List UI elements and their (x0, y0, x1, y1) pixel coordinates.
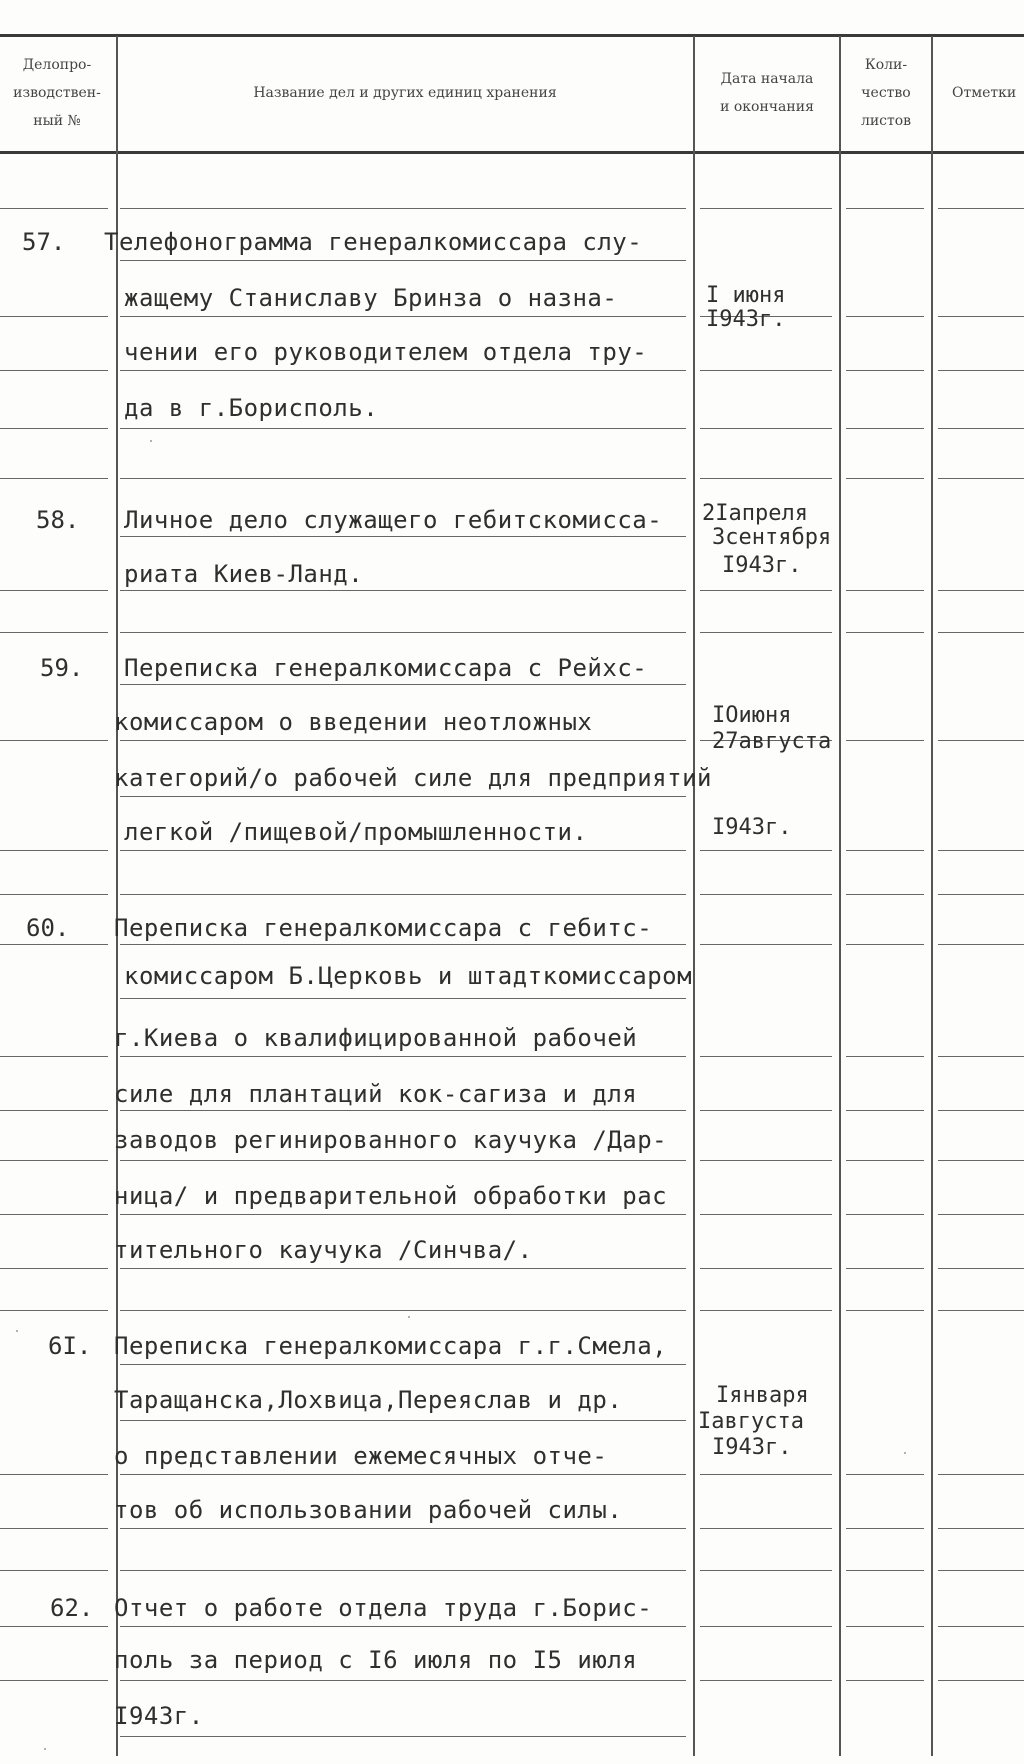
entry-title-line: жащему Станиславу Бринза о назна- (124, 284, 618, 312)
ruled-line-notes (938, 850, 1024, 851)
entry-title-line: Телефонограмма генералкомиссара слу- (104, 228, 643, 256)
ruled-line-dates (700, 590, 832, 591)
ruled-line-number (0, 1056, 108, 1057)
ruled-line-title (120, 1528, 686, 1529)
ruled-line-notes (938, 478, 1024, 479)
ruled-line-number (0, 428, 108, 429)
entry-date-year: I943г. (712, 1435, 792, 1460)
ruled-line-number (0, 1110, 108, 1111)
ruled-line-sheets (846, 316, 924, 317)
entry-title-line: силе для плантаций кок-сагиза и для (114, 1080, 638, 1108)
ruled-line-sheets (846, 740, 924, 741)
ruled-line-title (120, 1570, 686, 1571)
ruled-line-number (0, 316, 108, 317)
column-divider-sheets (931, 36, 933, 1756)
entry-number: 57. (22, 228, 66, 256)
ruled-line-dates (700, 1214, 832, 1215)
entry-date-year: I943г. (722, 553, 802, 578)
ruled-line-title (120, 590, 686, 591)
entry-title-line: Личное дело служащего гебитскомисса- (124, 506, 663, 534)
ruled-line-dates (700, 1528, 832, 1529)
ruled-line-notes (938, 428, 1024, 429)
entry-title-line: Переписка генералкомиссара с гебитс- (114, 914, 653, 942)
header-dates: Дата начала и окончания (720, 71, 814, 115)
ruled-line-notes (938, 316, 1024, 317)
ruled-line-number (0, 740, 108, 741)
entry-number: 62. (50, 1594, 94, 1622)
entry-title-line: Переписка генералкомиссара г.г.Смела, (114, 1332, 668, 1360)
ruled-line-title (120, 944, 686, 945)
ruled-line-notes (938, 590, 1024, 591)
entry-number: 6I. (48, 1332, 92, 1360)
ruled-line-notes (938, 1626, 1024, 1627)
ruled-line-notes (938, 1474, 1024, 1475)
ruled-line-sheets (846, 944, 924, 945)
entry-title-line: тительного каучука /Синчва/. (114, 1236, 533, 1264)
ruled-line-sheets (846, 1056, 924, 1057)
ruled-line-dates (700, 850, 832, 851)
ruled-line-sheets (846, 208, 924, 209)
entry-number: 60. (26, 914, 70, 942)
ruled-line-title (120, 208, 686, 209)
ruled-line-sheets (846, 1268, 924, 1269)
ruled-line-notes (938, 632, 1024, 633)
ruled-line-notes (938, 740, 1024, 741)
ruled-line-notes (938, 1268, 1024, 1269)
ruled-line-sheets (846, 632, 924, 633)
ruled-line-sheets (846, 850, 924, 851)
ruled-line-sheets (846, 1626, 924, 1627)
entry-title-line: тов об использовании рабочей силы. (114, 1496, 623, 1524)
entry-date-year: I943г. (712, 815, 792, 840)
entry-title-line: I943г. (114, 1702, 204, 1730)
ruled-line-title (120, 1474, 686, 1475)
entry-date-end: 27августа (712, 729, 832, 754)
entry-title-line: категорий/о рабочей силе для предприятий (114, 764, 712, 792)
ruled-line-sheets (846, 1110, 924, 1111)
entry-title-line: чении его руководителем отдела тру- (124, 338, 648, 366)
ruled-line-sheets (846, 1214, 924, 1215)
entry-title-line: комиссаром о введении неотложных (114, 708, 593, 736)
ruled-line-notes (938, 1680, 1024, 1681)
ruled-line-number (0, 850, 108, 851)
entry-title-line: легкой /пищевой/промышленности. (124, 818, 588, 846)
ruled-line-dates (700, 894, 832, 895)
ruled-line-dates (700, 1160, 832, 1161)
ruled-line-title (120, 796, 686, 797)
entry-title-line: Переписка генералкомиссара с Рейхс- (124, 654, 648, 682)
scan-speck (16, 1330, 18, 1332)
ruled-line-title (120, 1626, 686, 1627)
ruled-line-dates (700, 1570, 832, 1571)
scan-speck (904, 1452, 906, 1454)
ruled-line-sheets (846, 428, 924, 429)
ruled-line-title (120, 260, 686, 261)
ruled-line-dates (700, 1626, 832, 1627)
entry-title-line: г.Киева о квалифицированной рабочей (114, 1024, 638, 1052)
column-divider-dates (839, 36, 841, 1756)
entry-number: 59. (40, 654, 84, 682)
ruled-line-notes (938, 1214, 1024, 1215)
entry-title-line: Таращанска,Лохвица,Переяслав и др. (114, 1386, 623, 1414)
ruled-line-notes (938, 208, 1024, 209)
ruled-line-notes (938, 1310, 1024, 1311)
entry-date-end: 3сентября (712, 525, 832, 550)
ruled-line-number (0, 208, 108, 209)
scan-speck (408, 1316, 410, 1318)
entry-date-end: I943г. (706, 307, 786, 332)
entry-title-line: ница/ и предварительной обработки рас (114, 1182, 668, 1210)
ruled-line-dates (700, 478, 832, 479)
ruled-line-notes (938, 1110, 1024, 1111)
ruled-line-number (0, 1268, 108, 1269)
ruled-line-title (120, 1110, 686, 1111)
ruled-line-title (120, 1268, 686, 1269)
ruled-line-title (120, 894, 686, 895)
entry-title-line: заводов регинированного каучука /Дар- (114, 1126, 668, 1154)
ruled-line-title (120, 850, 686, 851)
entry-title-line: о представлении ежемесячных отче- (114, 1442, 608, 1470)
entry-date-start: IОиюня (712, 703, 792, 728)
ruled-line-title (120, 998, 686, 999)
ruled-line-number (0, 370, 108, 371)
ruled-line-title (120, 536, 686, 537)
ruled-line-title (120, 1214, 686, 1215)
ruled-line-title (120, 632, 686, 633)
ruled-line-sheets (846, 1680, 924, 1681)
ruled-line-number (0, 1528, 108, 1529)
header-number: Делопро- изводствен- ный № (13, 57, 101, 129)
ruled-line-number (0, 1626, 108, 1627)
ruled-line-notes (938, 894, 1024, 895)
entry-title-line: комиссаром Б.Церковь и штадткомиссаром (124, 962, 693, 990)
ruled-line-title (120, 428, 686, 429)
ruled-line-dates (700, 632, 832, 633)
ruled-line-number (0, 632, 108, 633)
ruled-line-title (120, 684, 686, 685)
ruled-line-dates (700, 370, 832, 371)
ruled-line-sheets (846, 1528, 924, 1529)
ruled-line-dates (700, 1680, 832, 1681)
entry-date-start: 2Iапреля (702, 501, 808, 526)
ruled-line-number (0, 1310, 108, 1311)
ruled-line-sheets (846, 1570, 924, 1571)
ruled-line-number (0, 944, 108, 945)
entry-date-start: Iянваря (716, 1383, 809, 1408)
ruled-line-dates (700, 1268, 832, 1269)
entry-title-line: риата Киев-Ланд. (124, 560, 364, 588)
header-notes: Отметки (952, 85, 1017, 101)
header-sheets: Коли- чество листов (860, 57, 912, 129)
ruled-line-notes (938, 1160, 1024, 1161)
entry-date-end: Iавгуста (698, 1409, 804, 1434)
entry-number: 58. (36, 506, 80, 534)
header-rule (0, 151, 1024, 154)
ruled-line-sheets (846, 894, 924, 895)
ruled-line-sheets (846, 1474, 924, 1475)
ruled-line-notes (938, 1528, 1024, 1529)
ruled-line-number (0, 478, 108, 479)
ruled-line-sheets (846, 370, 924, 371)
ruled-line-title (120, 1056, 686, 1057)
ruled-line-number (0, 590, 108, 591)
ruled-line-dates (700, 1056, 832, 1057)
ruled-line-sheets (846, 478, 924, 479)
entry-date-start: I июня (706, 283, 786, 308)
ruled-line-number (0, 894, 108, 895)
ruled-line-dates (700, 1474, 832, 1475)
ruled-line-dates (700, 944, 832, 945)
ruled-line-number (0, 1214, 108, 1215)
header-title: Название дел и других единиц хранения (253, 85, 557, 101)
ruled-line-notes (938, 1056, 1024, 1057)
ruled-line-sheets (846, 1160, 924, 1161)
ruled-line-number (0, 1680, 108, 1681)
entry-title-line: да в г.Борисполь. (124, 394, 379, 422)
ruled-line-sheets (846, 590, 924, 591)
ruled-line-title (120, 316, 686, 317)
ruled-line-number (0, 1474, 108, 1475)
ruled-line-notes (938, 944, 1024, 945)
ruled-line-title (120, 740, 686, 741)
ruled-line-title (120, 1160, 686, 1161)
column-divider-title (693, 36, 695, 1756)
entry-title-line: поль за период с I6 июля по I5 июля (114, 1646, 638, 1674)
ruled-line-title (120, 478, 686, 479)
ruled-line-title (120, 1364, 686, 1365)
ruled-line-dates (700, 1310, 832, 1311)
ruled-line-number (0, 1570, 108, 1571)
scan-speck (44, 1748, 46, 1750)
ruled-line-title (120, 1680, 686, 1681)
ruled-line-dates (700, 208, 832, 209)
ruled-line-number (0, 1160, 108, 1161)
table-header (0, 0, 1024, 152)
ruled-line-title (120, 1736, 686, 1737)
ruled-line-title (120, 1420, 686, 1421)
ruled-line-title (120, 1310, 686, 1311)
ruled-line-dates (700, 1110, 832, 1111)
ruled-line-sheets (846, 1310, 924, 1311)
ruled-line-notes (938, 370, 1024, 371)
entry-title-line: Отчет о работе отдела труда г.Борис- (114, 1594, 653, 1622)
ruled-line-notes (938, 1570, 1024, 1571)
ruled-line-title (120, 370, 686, 371)
scan-speck (150, 440, 152, 442)
ruled-line-dates (700, 428, 832, 429)
